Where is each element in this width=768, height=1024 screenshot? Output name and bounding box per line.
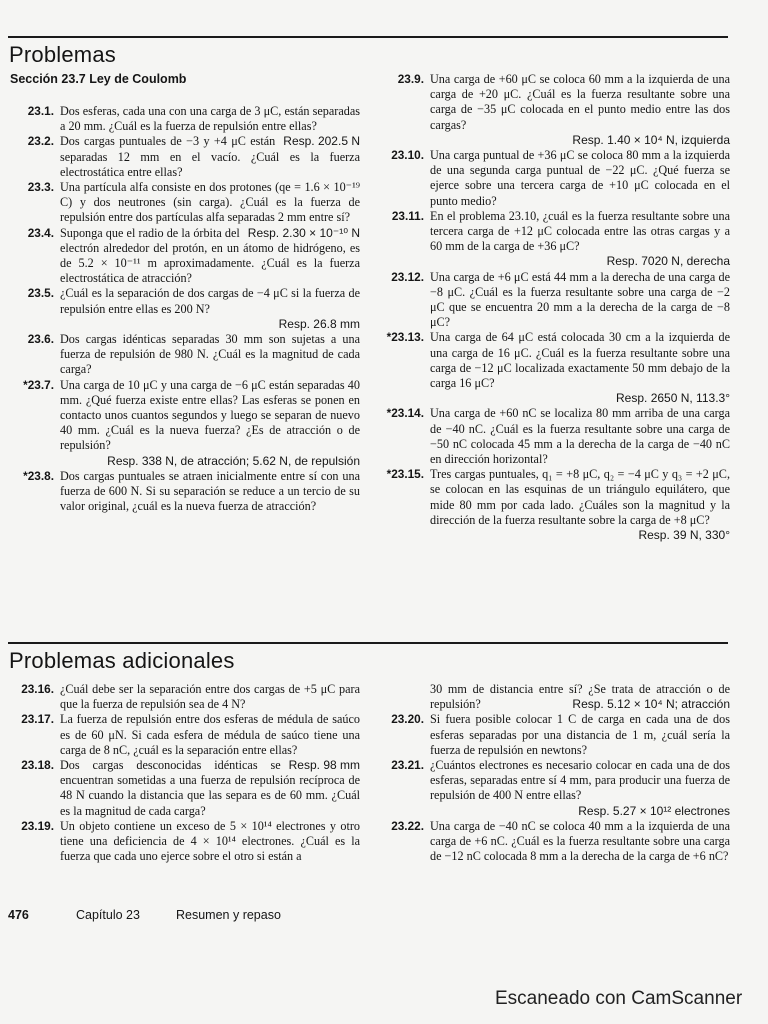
problem-item (4, 682, 360, 712)
right-column (374, 72, 730, 543)
problem-number: 23.6. (27, 332, 54, 347)
problem-text: Una carga puntual de +36 μC se coloca 80 mm a la izquierda de una segunda carga puntual de −22 μC. ¿Qué fuerza se ejerce sobre una tercera carga de +10 μC colocada en el punto medio? (430, 148, 730, 208)
answer: Resp. 202.5 N (283, 134, 360, 149)
problem-item (374, 406, 730, 467)
problem-text: Una partícula alfa consiste en dos protones (qe = 1.6 × 10⁻¹⁹ C) y dos neutrones (sin carga). ¿Cuál es la fuerza de repulsión entre dos partículas alfa separadas 2 mm entre sí? (60, 180, 360, 225)
answer: Resp. 7020 N, derecha (606, 254, 730, 269)
problem-number: 23.4. (27, 225, 54, 240)
problem-text: Una carga de +60 μC se coloca 60 mm a la izquierda de una carga de +20 μC. ¿Cuál es la fuerza resultante sobre una carga de −35 μC colocada en el punto medio entre las dos cargas? (430, 72, 730, 132)
problem-text: Dos esferas, cada una con una carga de 3 μC, están separadas a 20 mm. ¿Cuál es la fuerza de repulsión entre ellas? (60, 104, 360, 134)
page-title: Problemas (9, 42, 116, 67)
answer: Resp. 98 mm (288, 758, 360, 773)
problem-text: La fuerza de repulsión entre dos esferas de médula de saúco es de 60 μN. Si cada esfera de médula de saúco tiene una carga de 8 nC, ¿cuál es la separación entre ellas? (60, 712, 360, 757)
problem-item (4, 469, 360, 515)
answer: Resp. 39 N, 330° (638, 528, 730, 543)
problem-text: ¿Cuál debe ser la separación entre dos cargas de +5 μC para que la fuerza de repulsión sea de 4 N? (60, 682, 360, 712)
problem-number: 23.5. (27, 286, 54, 301)
problem-text: Un objeto contiene un exceso de 5 × 10¹⁴ electrones y otro tiene una deficiencia de 4 × 10¹⁴ electrones. ¿Cuál es la fuerza que cada uno ejerce sobre el otro si están a (60, 818, 360, 864)
problem-item (4, 378, 360, 469)
problem-text: Una carga de +6 μC está 44 mm a la derecha de una carga de −8 μC. ¿Cuál es la fuerza resultante sobre una carga de −2 μC que se encuentra 20 mm a la derecha de la carga de −8 μC? (430, 269, 730, 330)
problem-number: *23.15. (386, 467, 424, 482)
problem-number: 23.21. (391, 758, 424, 773)
scanner-watermark: Escaneado con CamScanner (495, 988, 743, 1009)
problem-item (374, 682, 730, 712)
problem-text: Dos cargas desconocidas idénticas se encuentran sometidas a una fuerza de repulsión recíproca de 48 N cuando la distancia que las separa es de 60 mm. ¿Cuál es la magnitud de cada carga? (60, 758, 360, 818)
problem-item (4, 286, 360, 332)
problem-number: 23.9. (397, 72, 424, 86)
problem-text: Una carga de 64 μC está colocada 30 cm a la izquierda de una carga de 16 μC. ¿Cuál es la fuerza resultante sobre una carga de −12 μC localizada exactamente 50 mm debajo de la carga 16 μC? (430, 330, 730, 391)
problem-number: *23.7. (23, 377, 54, 392)
top-rule (8, 36, 728, 38)
problem-text: ¿Cuántos electrones es necesario colocar en cada una de dos esferas, separadas entre sí 4 mm, para producir una fuerza de repulsión de 400 N entre ellas? (430, 758, 730, 803)
problem-number: 23.2. (27, 134, 54, 149)
answer: Resp. 5.27 × 10¹² electrones (578, 803, 730, 818)
problem-number: 23.10. (391, 148, 424, 163)
problem-text: Dos cargas puntuales de −3 y +4 μC están separadas 12 mm en el vacío. ¿Cuál es la fuerza electrostática entre ellas? (60, 134, 360, 179)
problem-number: *23.13. (386, 330, 424, 345)
problem-number: *23.14. (386, 406, 424, 421)
answer: Resp. 2.30 × 10⁻¹⁰ N (247, 225, 360, 240)
problem-text: Dos cargas idénticas separadas 30 mm son sujetas a una fuerza de repulsión de 980 N. ¿Cuál es la magnitud de cada carga? (60, 332, 360, 377)
answer: Resp. 5.12 × 10⁴ N; atracción (572, 697, 730, 712)
answer: Resp. 1.40 × 10⁴ N, izquierda (572, 132, 730, 147)
right-column-additional (374, 682, 730, 864)
problem-number: 23.22. (391, 818, 424, 833)
problem-text: Suponga que el radio de la órbita del electrón alrededor del protón, en un átomo de hidrógeno, es de 5.2 × 10⁻¹¹ m aproximadamente. ¿Cuál es la fuerza electrostática de atracción? (60, 225, 360, 286)
answer: Resp. 26.8 mm (278, 316, 360, 331)
problem-item (374, 467, 730, 543)
left-column (4, 104, 360, 514)
problem-item (4, 332, 360, 378)
problem-text: Si fuera posible colocar 1 C de carga en cada una de dos esferas separadas por una distancia de 1 m, ¿cuál sería la fuerza de repulsión en newtons? (430, 712, 730, 757)
problem-text: Una carga de +60 nC se localiza 80 mm arriba de una carga de −40 nC. ¿Cuál es la fuerza resultante sobre una carga de −50 nC colocada 45 mm a la derecha de la carga de −40 nC en dirección horizontal? (430, 406, 730, 467)
left-column-additional (4, 682, 360, 864)
page-number: 476 (8, 908, 29, 922)
chapter-title: Resumen y repaso (176, 908, 281, 922)
problem-number: 23.20. (391, 712, 424, 727)
problem-item (374, 712, 730, 758)
problem-text: Dos cargas puntuales se atraen inicialmente entre sí con una fuerza de 600 N. Si su separación se reduce a un tercio de su valor original, ¿cuál es la nueva fuerza de atracción? (60, 468, 360, 514)
problem-item (374, 330, 730, 406)
chapter-label: Capítulo 23 (76, 908, 140, 922)
section-title: Sección 23.7 Ley de Coulomb (10, 72, 187, 86)
problem-text: Una carga de −40 nC se coloca 40 mm a la izquierda de una carga de +6 nC. ¿Cuál es la fuerza resultante sobre una carga de −12 nC colocada 8 mm a la derecha de la carga de +6 nC? (430, 818, 730, 864)
problem-number: 23.11. (391, 208, 424, 223)
problem-number: *23.8. (23, 468, 54, 483)
problem-text: En el problema 23.10, ¿cuál es la fuerza resultante sobre una tercera carga de +12 μC colocada entre las otras cargas y a 60 mm de la carga de +36 μC? (430, 208, 730, 254)
problem-text: Una carga de 10 μC y una carga de −6 μC están separadas 40 mm. ¿Qué fuerza existe entre ellas? Las esferas se ponen en contacto unos cuantos segundos y luego se separan de nuevo 40 mm. ¿Cuál es la nueva fuerza? ¿Es de atracción o de repulsión? (60, 377, 360, 453)
problem-number: 23.3. (27, 180, 54, 195)
problem-number: 23.12. (391, 269, 424, 284)
problem-item (374, 209, 730, 270)
answer: Resp. 2650 N, 113.3° (616, 391, 730, 406)
answer: Resp. 338 N, de atracción; 5.62 N, de repulsión (107, 453, 360, 468)
problem-item (4, 819, 360, 865)
problem-text: ¿Cuál es la separación de dos cargas de −4 μC si la fuerza de repulsión entre ellas es 200 N? (60, 286, 360, 316)
problem-number: 23.19. (21, 818, 54, 833)
problem-item (374, 758, 730, 819)
problem-text: Tres cargas puntuales, q₁ = +8 μC, q₂ = −4 μC y q₃ = +2 μC, se colocan en las esquinas de un triángulo equilátero, que mide 80 mm por cada lado. ¿Cuáles son la magnitud y la dirección de la fuerza resultante sobre la carga de +8 μC? (430, 467, 730, 527)
additional-problems-title: Problemas adicionales (9, 648, 235, 673)
problem-item (4, 134, 360, 180)
problem-number: 23.1. (27, 104, 54, 118)
problem-item (374, 148, 730, 209)
middle-rule (8, 642, 728, 644)
problem-item (374, 270, 730, 331)
problem-item (4, 758, 360, 819)
problem-number: 23.16. (21, 682, 54, 696)
problem-item (374, 819, 730, 865)
problem-text: 30 mm de distancia entre sí? ¿Se trata de atracción o de repulsión? (430, 682, 730, 712)
problem-item (374, 72, 730, 148)
problem-number: 23.17. (21, 712, 54, 727)
problem-number: 23.18. (21, 758, 54, 773)
problem-item (4, 226, 360, 287)
